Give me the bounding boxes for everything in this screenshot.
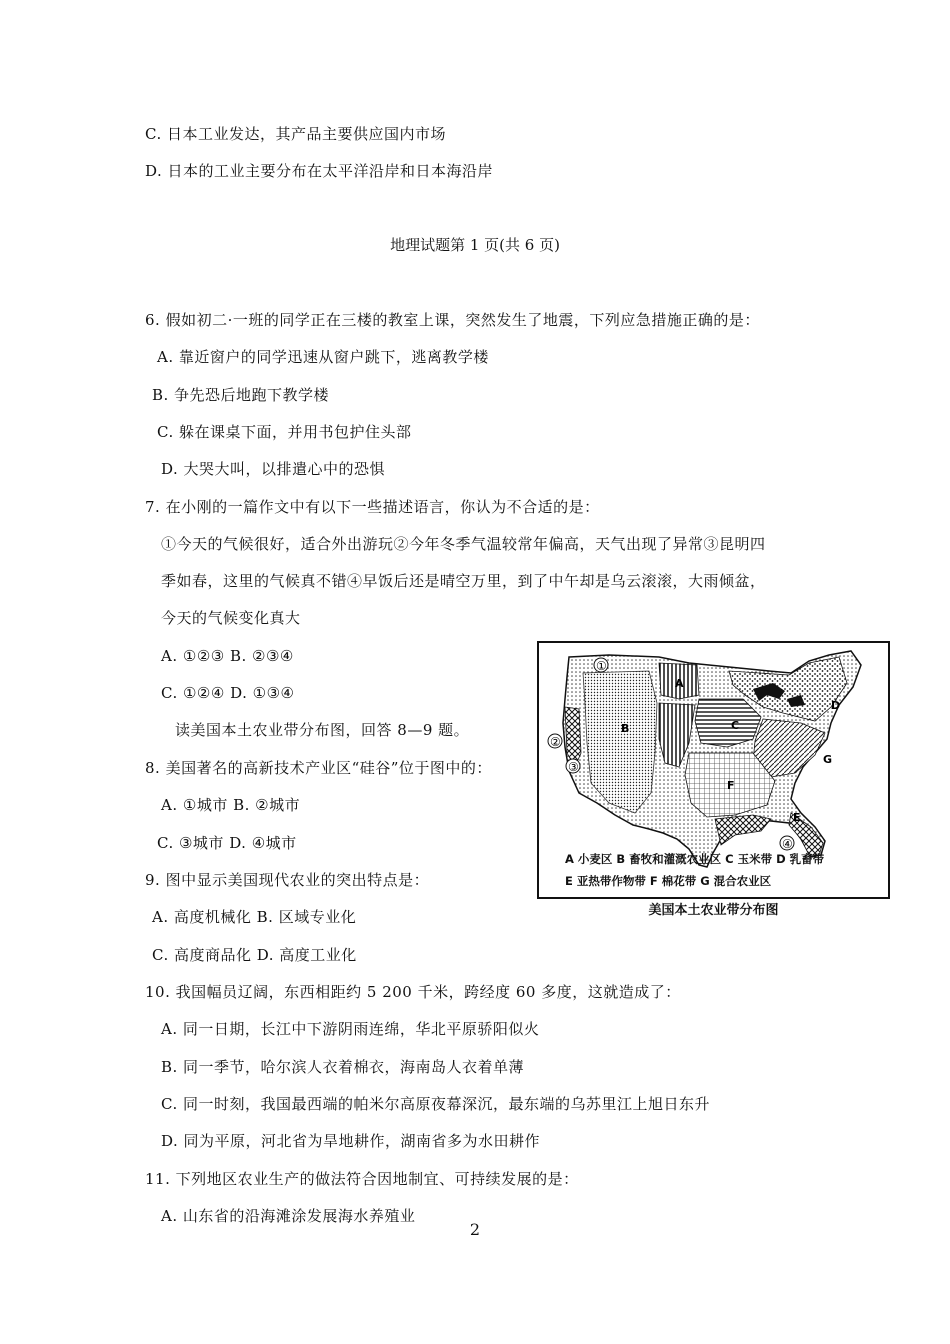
question-9: 9. 图中显示美国现代农业的突出特点是： [145, 871, 430, 889]
question-7: 7. 在小刚的一篇作文中有以下一些描述语言，你认为不合适的是： [145, 498, 600, 516]
page-number: 2 [469, 1220, 481, 1239]
question-11: 11. 下列地区农业生产的做法符合因地制宜、可持续发展的是： [145, 1170, 579, 1188]
zone-e-gulf [715, 815, 771, 845]
map-legend-row-1: A 小麦区 B 畜牧和灌溉农业区 C 玉米带 D 乳畜带 [565, 852, 825, 866]
option-6d: D. 大哭大叫，以排遣心中的恐惧 [161, 460, 386, 478]
options-7cd: C. ①②④ D. ①③④ [161, 684, 295, 702]
options-7ab: A. ①②③ B. ②③④ [161, 647, 294, 665]
option-6c: C. 躲在课桌下面，并用书包护住头部 [157, 423, 412, 441]
label-zone-a: A [675, 677, 684, 690]
option-5c: C. 日本工业发达，其产品主要供应国内市场 [145, 125, 446, 143]
us-agriculture-map-figure [537, 641, 890, 917]
question-10: 10. 我国幅员辽阔，东西相距约 5 200 千米，跨经度 60 多度，这就造成了： [145, 983, 681, 1001]
option-10a: A. 同一日期，长江中下游阴雨连绵，华北平原骄阳似火 [161, 1020, 540, 1038]
map-frame [537, 641, 890, 899]
map-legend-row-2: E 亚热带作物带 F 棉花带 G 混合农业区 [565, 874, 772, 888]
map-caption: 美国本土农业带分布图 [648, 903, 779, 918]
label-zone-f: F [727, 779, 735, 792]
city-1: ① [596, 659, 607, 673]
option-5d: D. 日本的工业主要分布在太平洋沿岸和日本海沿岸 [145, 162, 494, 180]
options-9ab: A. 高度机械化 B. 区域专业化 [152, 908, 357, 926]
option-10c: C. 同一时刻，我国最西端的帕米尔高原夜幕深沉，最东端的乌苏里江上旭日东升 [161, 1095, 710, 1113]
label-zone-e: E [793, 811, 801, 824]
question-6: 6. 假如初二·一班的同学正在三楼的教室上课，突然发生了地震，下列应急措施正确的是： [145, 311, 760, 329]
city-4: ④ [782, 837, 793, 851]
question-7-text-3: 今天的气候变化真大 [161, 609, 301, 627]
question-7-text-1: ①今天的气候很好，适合外出游玩②今年冬季气温较常年偏高，天气出现了异常③昆明四 [161, 535, 766, 553]
option-6a: A. 靠近窗户的同学迅速从窗户跳下，逃离教学楼 [157, 348, 489, 366]
city-3: ③ [568, 760, 579, 774]
label-zone-b: B [621, 722, 630, 735]
options-9cd: C. 高度商品化 D. 高度工业化 [152, 946, 357, 964]
option-10d: D. 同为平原，河北省为旱地耕作，湖南省多为水田耕作 [161, 1132, 541, 1150]
question-8: 8. 美国著名的高新技术产业区“硅谷”位于图中的： [145, 759, 492, 777]
option-6b: B. 争先恐后地跑下教学楼 [152, 386, 330, 404]
page-footer: 地理试题第 1 页(共 6 页) [390, 236, 560, 254]
label-zone-g: G [823, 753, 833, 766]
reading-instruction: 读美国本土农业带分布图，回答 8—9 题。 [175, 721, 470, 739]
options-8cd: C. ③城市 D. ④城市 [157, 834, 297, 852]
option-11a: A. 山东省的沿海滩涂发展海水养殖业 [161, 1207, 416, 1225]
label-zone-c: C [731, 719, 740, 732]
city-2: ② [550, 735, 561, 749]
option-10b: B. 同一季节，哈尔滨人衣着棉衣，海南岛人衣着单薄 [161, 1058, 525, 1076]
label-zone-d: D [831, 699, 841, 712]
options-8ab: A. ①城市 B. ②城市 [161, 796, 301, 814]
question-7-text-2: 季如春，这里的气候真不错④早饭后还是晴空万里，到了中午却是乌云滚滚，大雨倾盆， [161, 572, 766, 590]
